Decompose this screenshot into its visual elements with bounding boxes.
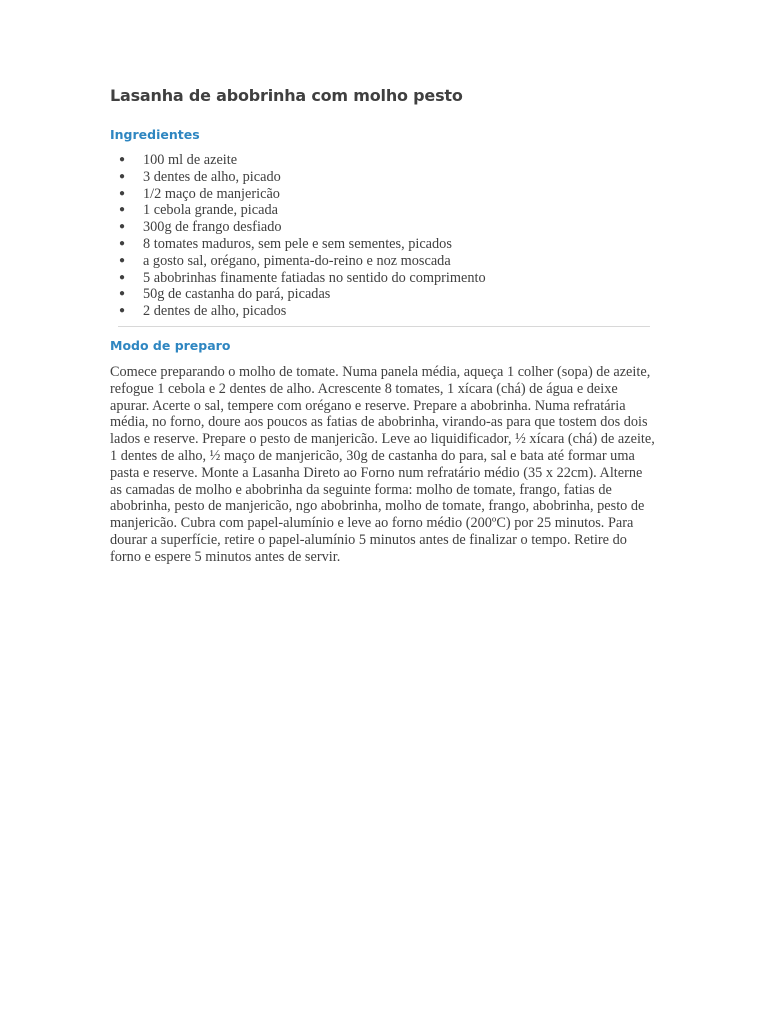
list-item	[110, 303, 655, 320]
bullet-icon: ●	[119, 204, 126, 216]
recipe-document	[110, 84, 655, 566]
ingredient-text: 3 dentes de alho, picado	[143, 168, 281, 185]
list-item	[110, 270, 655, 287]
ingredients-list	[110, 152, 655, 320]
bullet-icon: ●	[119, 170, 126, 182]
recipe-title: Lasanha de abobrinha com molho pesto	[110, 86, 463, 105]
ingredient-text: 8 tomates maduros, sem pele e sem sementes, picados	[143, 235, 452, 252]
bullet-icon: ●	[119, 271, 126, 283]
ingredient-text: 2 dentes de alho, picados	[143, 303, 287, 320]
ingredient-text: 1 cebola grande, picada	[143, 202, 278, 219]
bullet-icon: ●	[119, 187, 126, 199]
list-item	[110, 202, 655, 219]
ingredients-heading: Ingredientes	[110, 127, 200, 142]
list-item	[110, 236, 655, 253]
ingredient-text: 50g de castanha do pará, picadas	[143, 286, 331, 303]
ingredient-text: 300g de frango desfiado	[143, 219, 282, 236]
ingredient-text: 100 ml de azeite	[143, 152, 238, 168]
list-item	[110, 286, 655, 303]
bullet-icon: ●	[119, 254, 126, 266]
list-item	[110, 219, 655, 236]
bullet-icon: ●	[119, 221, 126, 233]
bullet-icon: ●	[119, 288, 126, 300]
method-paragraph: Comece preparando o molho de tomate. Numa panela média, aqueça 1 colher (sopa) de azeite, refogue 1 cebola e 2 dentes de alho. Acrescente 8 tomates, 1 xícara (chá) de água e deixe apurar. Acerte o sal, tempere com orégano e reserve. Prepare a abobrinha. Numa refratária média, no forno, doure aos poucos as fatias de abobrinha, virando-as para que tostem dos dois lados e reserve. Prepare o pesto de manjericão. Leve ao liquidificador, ½ xícara (chá) de azeite, 1 dentes de alho, ½ maço de manjericão, 30g de castanha do para, sal e bata até formar uma pasta e reserve. Monte a Lasanha Direto ao Forno num refratário médio (35 x 22cm). Alterne as camadas de molho e abobrinha da seguinte forma: molho de tomate, frango, fatias de abobrinha, pesto de manjericão, ngo abobrinha, molho de tomate, frango, abobrinha, pesto de manjericão. Cubra com papel-alumínio e leve ao forno médio (200ºC) por 25 minutos. Para dourar a superfície, retire o papel-alumínio 5 minutos antes de finalizar o tempo. Retire do forno e espere 5 minutos antes de servir.	[110, 363, 655, 565]
list-item	[110, 186, 655, 203]
bullet-icon: ●	[119, 237, 126, 249]
bullet-icon: ●	[119, 154, 126, 165]
list-item	[110, 152, 655, 169]
list-item	[110, 253, 655, 270]
method-heading: Modo de preparo	[110, 337, 231, 353]
section-divider	[118, 326, 650, 327]
bullet-icon: ●	[119, 305, 126, 317]
ingredient-text: a gosto sal, orégano, pimenta-do-reino e noz moscada	[143, 252, 451, 269]
ingredient-text: 5 abobrinhas finamente fatiadas no sentido do comprimento	[143, 269, 486, 286]
ingredient-text: 1/2 maço de manjericão	[143, 185, 280, 202]
list-item	[110, 169, 655, 186]
